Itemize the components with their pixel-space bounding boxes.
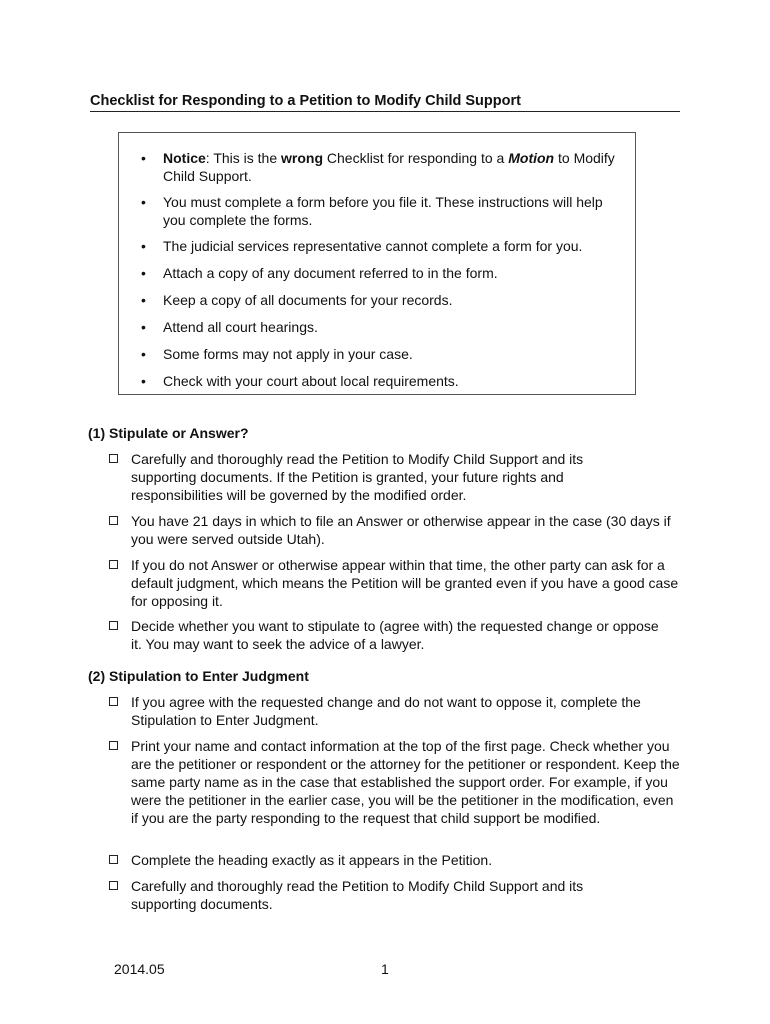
notice-text: : This is the [205, 150, 282, 166]
page-number: 1 [381, 961, 389, 977]
checkbox[interactable] [109, 560, 118, 569]
checklist-item: If you agree with the requested change and do not want to oppose it, complete the Stipulation to Enter Judgment. [131, 694, 641, 728]
motion-emphasis: Motion [508, 150, 555, 166]
bullet-icon: • [141, 292, 146, 308]
bullet-icon: • [141, 150, 146, 166]
checkbox[interactable] [109, 454, 118, 463]
bullet-icon: • [141, 346, 146, 362]
checklist-item: Print your name and contact information at the top of the first page. Check whether you are the petitioner or respondent or the attorney for the petitioner or respondent. Keep the same party name as in the case that established the support order. For example, if you were the petitioner in the earlier case, you will be the petitioner in the modification, even if you are the party responding to the request that child support be modified. [131, 738, 680, 826]
checklist-item: Carefully and thoroughly read the Petition to Modify Child Support and its supporting documents. [131, 878, 584, 912]
notice-text: to Modify Child Support. [163, 150, 615, 184]
notice-bullet: You must complete a form before you file it. These instructions will help you complete the forms. [163, 194, 603, 228]
footer-version: 2014.05 [114, 961, 165, 977]
checkbox[interactable] [109, 697, 118, 706]
notice-text: Checklist for responding to a [323, 150, 509, 166]
notice-label: Notice [163, 150, 206, 166]
checkbox[interactable] [109, 741, 118, 750]
notice-bullet: Attach a copy of any document referred to in the form. [163, 265, 498, 281]
checklist-item: Decide whether you want to stipulate to (agree with) the requested change or oppose it. You may want to seek the advice of a lawyer. [131, 618, 659, 652]
checkbox[interactable] [109, 621, 118, 630]
section-heading: (1) Stipulate or Answer? [88, 425, 249, 441]
notice-bullet [163, 149, 623, 185]
section-heading: (2) Stipulation to Enter Judgment [88, 668, 309, 684]
bullet-icon: • [141, 265, 146, 281]
checkbox[interactable] [109, 855, 118, 864]
notice-bullet: Keep a copy of all documents for your records. [163, 292, 453, 308]
checklist-item: If you do not Answer or otherwise appear within that time, the other party can ask for a default judgment, which means the Petition will be granted even if you have a good case for opposing it. [131, 557, 679, 609]
notice-bullet: Some forms may not apply in your case. [163, 346, 413, 362]
bullet-icon: • [141, 238, 146, 254]
wrong-emphasis: wrong [281, 150, 324, 166]
checkbox[interactable] [109, 881, 118, 890]
bullet-icon: • [141, 319, 146, 335]
notice-bullet: Attend all court hearings. [163, 319, 318, 335]
bullet-icon: • [141, 194, 146, 210]
notice-bullet: Check with your court about local requirements. [163, 373, 459, 389]
bullet-icon: • [141, 373, 146, 389]
document-title: Checklist for Responding to a Petition to Modify Child Support [90, 93, 680, 112]
notice-box [118, 132, 636, 395]
notice-bullet: The judicial services representative cannot complete a form for you. [163, 238, 583, 254]
checklist-item: Carefully and thoroughly read the Petition to Modify Child Support and its supporting documents. If the Petition is granted, your future rights and responsibilities will be governed by the modified order. [131, 451, 584, 503]
checklist-item: Complete the heading exactly as it appears in the Petition. [131, 852, 493, 868]
checklist-item: You have 21 days in which to file an Answer or otherwise appear in the case (30 days if you were served outside Utah). [131, 513, 671, 547]
checkbox[interactable] [109, 516, 118, 525]
